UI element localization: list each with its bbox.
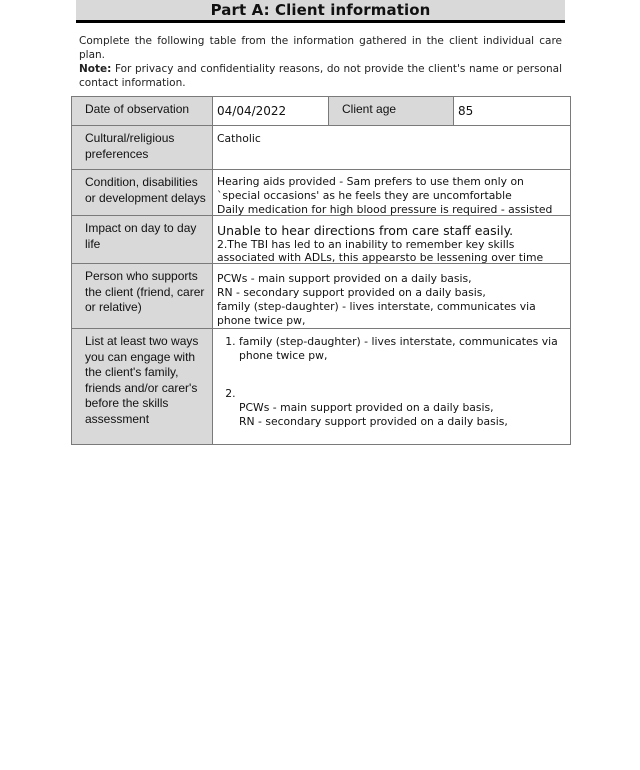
section-title: Part A: Client information [210, 1, 431, 19]
section-header [76, 0, 565, 23]
privacy-note [79, 62, 562, 90]
date-label: Date of observation [72, 97, 213, 126]
age-value[interactable]: 85 [454, 97, 571, 126]
intro-text [79, 34, 562, 90]
supports-label: Person who supports the client (friend, carer or relative) [72, 264, 213, 329]
impact-line-1: Unable to hear directions from care staff easily. [217, 223, 514, 238]
impact-label: Impact on day to day life [72, 216, 213, 264]
date-value[interactable]: 04/04/2022 [213, 97, 329, 126]
ways-label: List at least two ways you can engage with the client's family, friends and/or carer's before the skills assessment [72, 329, 213, 445]
condition-line-2: Daily medication for high blood pressure is required - assisted [217, 203, 553, 215]
impact-value[interactable] [213, 216, 571, 264]
row-date-age [72, 97, 571, 126]
row-cultural [72, 126, 571, 170]
cultural-value[interactable]: Catholic [213, 126, 571, 170]
cultural-label: Cultural/religious preferences [72, 126, 213, 170]
row-supports [72, 264, 571, 329]
ways-list [217, 335, 566, 429]
note-label: Note: [79, 63, 112, 75]
way-item-2 [239, 387, 566, 429]
way-2-line-1: PCWs - main support provided on a daily basis, [239, 401, 494, 414]
note-text: For privacy and confidentiality reasons, do not provide the client's name or personal contact information. [79, 63, 562, 89]
row-ways [72, 329, 571, 445]
age-label: Client age [329, 97, 454, 126]
instruction-text: Complete the following table from the information gathered in the client individual care plan. [79, 35, 562, 61]
way-item-1 [239, 335, 566, 363]
ways-value[interactable] [213, 329, 571, 445]
condition-line-1: Hearing aids provided - Sam prefers to use them only on `special occasions' as he feels they are uncomfortable [217, 175, 524, 202]
way-1-text: family (step-daughter) - lives interstate, communicates via phone twice pw, [239, 335, 558, 362]
row-impact [72, 216, 571, 264]
condition-label: Condition, disabilities or development delays [72, 170, 213, 216]
supports-value[interactable] [213, 264, 571, 329]
supports-line-3: family (step-daughter) - lives interstate, communicates via phone twice pw, [217, 300, 536, 327]
client-info-table [71, 96, 571, 445]
condition-value[interactable] [213, 170, 571, 216]
impact-line-2: 2.The TBI has led to an inability to remember key skills associated with ADLs, this appearsto be lessening over time [217, 238, 544, 263]
way-2-line-2: RN - secondary support provided on a daily basis, [239, 415, 508, 428]
supports-line-1: PCWs - main support provided on a daily basis, [217, 272, 472, 285]
supports-line-2: RN - secondary support provided on a daily basis, [217, 286, 486, 299]
row-condition [72, 170, 571, 216]
